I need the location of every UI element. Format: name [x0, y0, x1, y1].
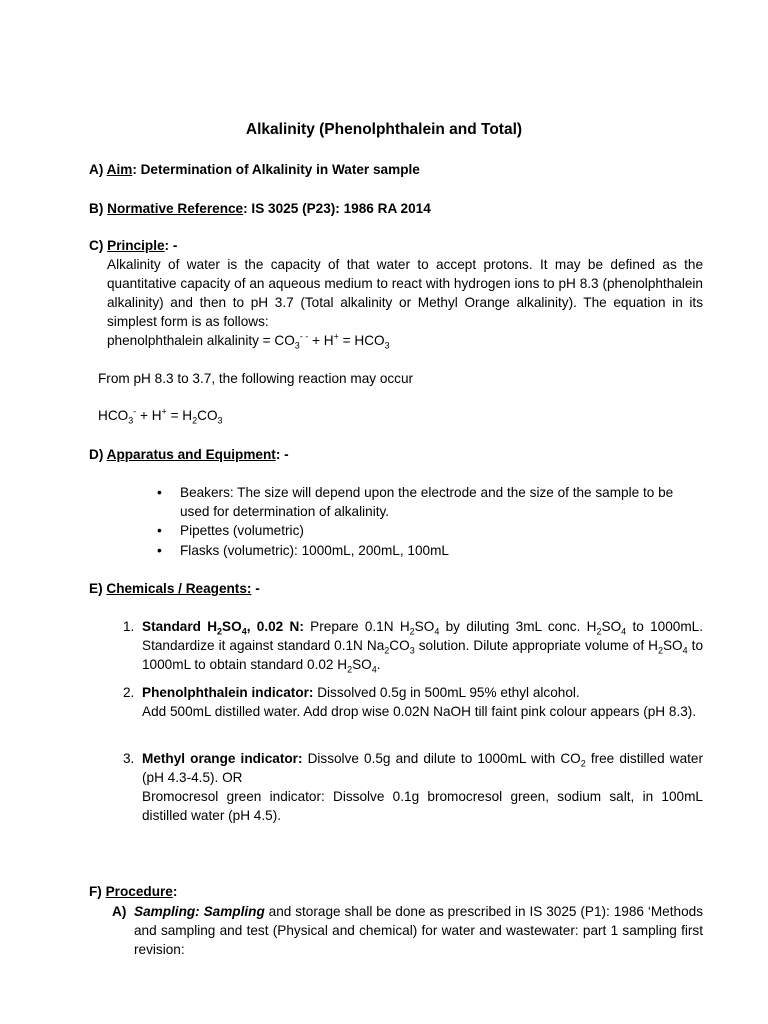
- apparatus-item: Flasks (volumetric): 1000mL, 200mL, 100mL: [180, 543, 449, 558]
- bullet-icon: •: [157, 484, 162, 500]
- reference-text: : IS 3025 (P23): 1986 RA 2014: [243, 201, 431, 216]
- principle-label: Principle: [107, 238, 165, 253]
- apparatus-heading: [89, 445, 705, 464]
- procedure-sub-label: A): [112, 904, 127, 919]
- eq2-text-d: CO: [197, 408, 218, 423]
- bullet-icon: •: [157, 522, 162, 538]
- chemicals-label: Chemicals / Reagents:: [106, 581, 252, 596]
- eq2-sub-d: 3: [217, 415, 223, 426]
- eq2-sub-c: 2: [192, 415, 198, 426]
- principle-prefix: C): [89, 238, 108, 253]
- aim-label: Aim: [106, 162, 133, 177]
- apparatus-item: Pipettes (volumetric): [180, 523, 304, 538]
- chemicals-suffix: -: [251, 581, 260, 596]
- reference-section: [89, 199, 705, 218]
- chemical-item-number: 3.: [123, 751, 135, 766]
- procedure-label: Procedure: [105, 884, 173, 899]
- eq2-sup-b: +: [161, 406, 167, 417]
- eq2-sup-a: -: [133, 406, 137, 417]
- aim-text: : Determination of Alkalinity in Water sample: [132, 162, 420, 177]
- eq1-sup-a: - -: [299, 331, 309, 342]
- aim-section: [89, 160, 705, 179]
- chemicals-heading: [89, 579, 705, 598]
- apparatus-suffix: : -: [275, 447, 289, 462]
- apparatus-item: Beakers: The size will depend upon the electrode and the size of the sample to be used for determination of alkalinity.: [180, 485, 674, 519]
- procedure-sampling-text: Sampling: Sampling and storage shall be done as prescribed in IS 3025 (P1): 1986 ‘Methods and sampling and test (Physical and chemical) for water and wastewater: part 1 sampling first revision:: [134, 904, 703, 957]
- principle-equation-1: [107, 331, 703, 350]
- chemical-item-number: 2.: [123, 685, 135, 700]
- eq2-sub-a: 3: [128, 415, 134, 426]
- eq1-sub-a: 3: [294, 340, 300, 351]
- eq1-text-c: = HCO: [338, 333, 385, 348]
- procedure-prefix: F): [89, 884, 106, 899]
- apparatus-prefix: D): [89, 447, 107, 462]
- apparatus-label: Apparatus and Equipment: [106, 447, 276, 462]
- eq2-text-c: = H: [166, 408, 193, 423]
- chemical-item-number: 1.: [123, 619, 135, 634]
- eq2-text-a: HCO: [98, 408, 129, 423]
- bullet-icon: •: [157, 542, 162, 558]
- principle-suffix: : -: [164, 238, 178, 253]
- aim-prefix: A): [89, 162, 107, 177]
- eq1-text-b: + H: [308, 333, 334, 348]
- eq1-sub-c: 3: [384, 340, 390, 351]
- principle-paragraph: Alkalinity of water is the capacity of that water to accept protons. It may be defined as the quantitative capacity of an aqueous medium to react with hydrogen ions to pH 8.3 (phenolphthalein alkalinity) and then to pH 3.7 (Total alkalinity or Methyl Orange alkalinity). The equation in its simplest form is as follows:: [107, 257, 703, 329]
- eq2-text-b: + H: [136, 408, 162, 423]
- eq1-text-a: phenolphthalein alkalinity = CO: [107, 333, 295, 348]
- chemical-item-methyl-orange: Methyl orange indicator: Dissolve 0.5g and dilute to 1000mL with $CO_2$ free distilled water (pH 4.3-4.5). OR Bromocresol green indicator: Dissolve 0.1g bromocresol green, sodium salt, in 100mL distilled water (pH 4.5).: [142, 751, 703, 823]
- chemicals-prefix: E): [89, 581, 107, 596]
- chemical-item-phenolphthalein: Phenolphthalein indicator: Dissolved 0.5g in 500mL 95% ethyl alcohol. Add 500mL distilled water. Add drop wise 0.02N NaOH till faint pink colour appears (pH 8.3).: [142, 685, 697, 719]
- principle-heading: [89, 236, 705, 255]
- procedure-suffix: :: [172, 884, 178, 899]
- principle-from-text: From pH 8.3 to 3.7, the following reaction may occur: [98, 371, 414, 386]
- reference-prefix: B): [89, 201, 108, 216]
- eq1-sup-b: +: [333, 331, 339, 342]
- document-title: Alkalinity (Phenolphthalein and Total): [245, 121, 523, 138]
- chemical-item-sulfuric-acid: Standard $H_2SO_4$, 0.02 N: Prepare 0.1N $H_2SO_4$ by diluting 3mL conc. $H_2SO_4$ to 1000mL. Standardize it against standard 0.1N $Na_2CO_3$ solution. Dilute appropriate volume of $H_2SO_4$ to 1000mL to obtain standard 0.02 $H_2SO_4$.: [142, 619, 703, 675]
- reference-label: Normative Reference: [107, 201, 244, 216]
- principle-equation-2: [98, 406, 714, 425]
- procedure-heading: [89, 882, 705, 901]
